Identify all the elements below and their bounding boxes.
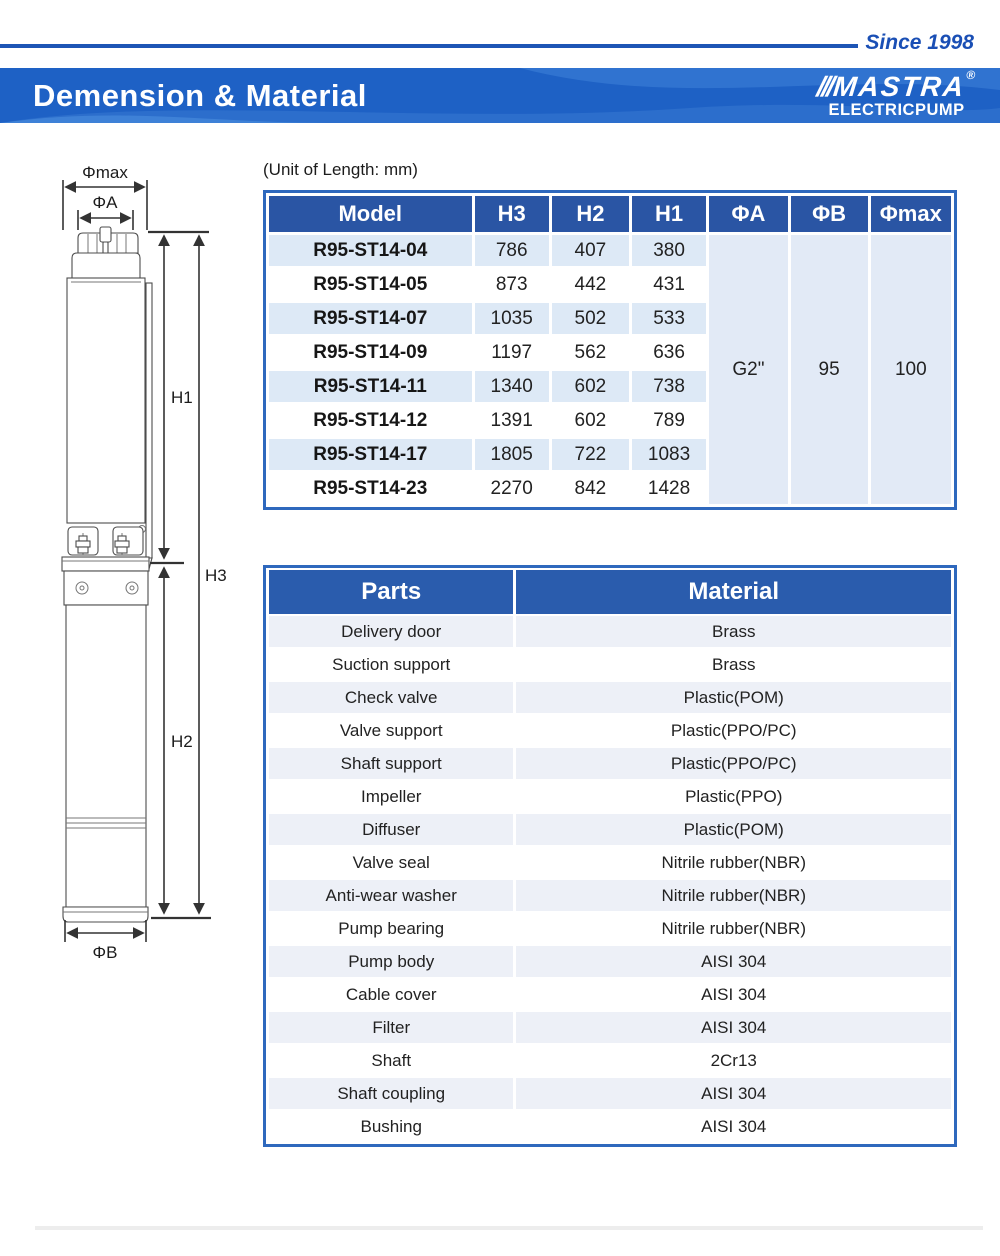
- materials-table-row: [269, 748, 951, 779]
- dimension-value-cell: 1197: [475, 337, 549, 368]
- part-cell: Shaft: [269, 1045, 513, 1076]
- material-cell: Plastic(PPO/PC): [516, 748, 951, 779]
- registered-mark-icon: ®: [965, 68, 978, 82]
- page-title: Demension & Material: [33, 77, 367, 113]
- materials-table-row: [269, 946, 951, 977]
- dimension-value-cell: 602: [552, 405, 629, 436]
- materials-table-row: [269, 715, 951, 746]
- merged-dimension-cell: G2": [709, 235, 787, 504]
- materials-table-row: [269, 781, 951, 812]
- model-cell: R95-ST14-07: [269, 303, 472, 334]
- dimension-value-cell: 442: [552, 269, 629, 300]
- title-banner: [0, 68, 1000, 123]
- materials-table-row: [269, 616, 951, 647]
- label-phi-b: ΦB: [92, 943, 118, 962]
- part-cell: Diffuser: [269, 814, 513, 845]
- dimensions-table: [263, 190, 957, 510]
- dimension-value-cell: 533: [632, 303, 706, 334]
- materials-column-header: Parts: [269, 570, 513, 614]
- materials-table-row: [269, 847, 951, 878]
- dimension-value-cell: 786: [475, 235, 549, 266]
- part-cell: Pump bearing: [269, 913, 513, 944]
- since-tagline: Since 1998: [865, 31, 974, 54]
- brand-logo: [815, 68, 978, 119]
- pump-body-outline: [62, 227, 152, 922]
- dimension-value-cell: 431: [632, 269, 706, 300]
- dimensions-column-header: H2: [552, 196, 629, 232]
- dimension-value-cell: 636: [632, 337, 706, 368]
- dimensions-column-header: H3: [475, 196, 549, 232]
- materials-table-header-row: [269, 570, 951, 614]
- material-cell: Brass: [516, 649, 951, 680]
- materials-table-row: [269, 1111, 951, 1142]
- materials-table-row: [269, 1012, 951, 1043]
- part-cell: Bushing: [269, 1111, 513, 1142]
- dimensions-column-header: ΦA: [709, 196, 787, 232]
- materials-table-row: [269, 1045, 951, 1076]
- material-cell: Nitrile rubber(NBR): [516, 847, 951, 878]
- dimension-value-cell: 1035: [475, 303, 549, 334]
- dimension-value-cell: 722: [552, 439, 629, 470]
- dimensions-column-header: Model: [269, 196, 472, 232]
- dimension-value-cell: 1428: [632, 473, 706, 504]
- pump-dimension-drawing: [0, 150, 240, 980]
- materials-table-row: [269, 979, 951, 1010]
- dimension-value-cell: 502: [552, 303, 629, 334]
- dimension-value-cell: 1805: [475, 439, 549, 470]
- header-divider: [0, 44, 858, 48]
- merged-dimension-cell: 95: [791, 235, 868, 504]
- materials-table-row: [269, 682, 951, 713]
- part-cell: Cable cover: [269, 979, 513, 1010]
- material-cell: AISI 304: [516, 979, 951, 1010]
- material-cell: Brass: [516, 616, 951, 647]
- dimensions-column-header: ΦB: [791, 196, 868, 232]
- part-cell: Anti-wear washer: [269, 880, 513, 911]
- part-cell: Valve support: [269, 715, 513, 746]
- dimension-value-cell: 1083: [632, 439, 706, 470]
- label-h1: H1: [171, 388, 193, 407]
- footer-divider: [35, 1226, 983, 1230]
- brand-name: MASTRA: [831, 71, 967, 102]
- label-phi-a: ΦA: [92, 193, 118, 212]
- label-h2: H2: [171, 732, 193, 751]
- dimension-value-cell: 873: [475, 269, 549, 300]
- materials-table-row: [269, 1078, 951, 1109]
- material-cell: Plastic(POM): [516, 682, 951, 713]
- model-cell: R95-ST14-09: [269, 337, 472, 368]
- dimension-value-cell: 602: [552, 371, 629, 402]
- part-cell: Filter: [269, 1012, 513, 1043]
- dimension-value-cell: 738: [632, 371, 706, 402]
- dimensions-table-row: [269, 235, 951, 266]
- unit-of-length-note: (Unit of Length: mm): [263, 160, 418, 179]
- label-h3: H3: [205, 566, 227, 585]
- part-cell: Shaft coupling: [269, 1078, 513, 1109]
- part-cell: Pump body: [269, 946, 513, 977]
- material-cell: AISI 304: [516, 1111, 951, 1142]
- dimension-value-cell: 380: [632, 235, 706, 266]
- dimension-value-cell: 407: [552, 235, 629, 266]
- part-cell: Valve seal: [269, 847, 513, 878]
- dimension-value-cell: 842: [552, 473, 629, 504]
- model-cell: R95-ST14-12: [269, 405, 472, 436]
- part-cell: Delivery door: [269, 616, 513, 647]
- material-cell: 2Cr13: [516, 1045, 951, 1076]
- dimensions-column-header: Φmax: [871, 196, 951, 232]
- merged-dimension-cell: 100: [871, 235, 951, 504]
- materials-table-row: [269, 814, 951, 845]
- model-cell: R95-ST14-11: [269, 371, 472, 402]
- materials-column-header: Material: [516, 570, 951, 614]
- part-cell: Shaft support: [269, 748, 513, 779]
- model-cell: R95-ST14-04: [269, 235, 472, 266]
- brand-subtitle: ELECTRICPUMP: [828, 101, 965, 119]
- part-cell: Impeller: [269, 781, 513, 812]
- brand-slashes-icon: ///: [815, 71, 834, 102]
- dimensions-column-header: H1: [632, 196, 706, 232]
- brand-wordmark: [815, 68, 978, 102]
- materials-table: [263, 565, 957, 1147]
- dimension-value-cell: 789: [632, 405, 706, 436]
- material-cell: AISI 304: [516, 1012, 951, 1043]
- materials-table-row: [269, 880, 951, 911]
- material-cell: Plastic(PPO/PC): [516, 715, 951, 746]
- model-cell: R95-ST14-05: [269, 269, 472, 300]
- material-cell: Plastic(POM): [516, 814, 951, 845]
- part-cell: Check valve: [269, 682, 513, 713]
- model-cell: R95-ST14-17: [269, 439, 472, 470]
- dimension-value-cell: 1391: [475, 405, 549, 436]
- material-cell: AISI 304: [516, 1078, 951, 1109]
- material-cell: Nitrile rubber(NBR): [516, 913, 951, 944]
- dimensions-table-header-row: [269, 196, 951, 232]
- material-cell: Nitrile rubber(NBR): [516, 880, 951, 911]
- materials-table-row: [269, 913, 951, 944]
- label-phi-max: Φmax: [82, 163, 128, 182]
- materials-table-row: [269, 649, 951, 680]
- part-cell: Suction support: [269, 649, 513, 680]
- material-cell: AISI 304: [516, 946, 951, 977]
- model-cell: R95-ST14-23: [269, 473, 472, 504]
- dimension-value-cell: 2270: [475, 473, 549, 504]
- dimension-value-cell: 562: [552, 337, 629, 368]
- dimension-value-cell: 1340: [475, 371, 549, 402]
- material-cell: Plastic(PPO): [516, 781, 951, 812]
